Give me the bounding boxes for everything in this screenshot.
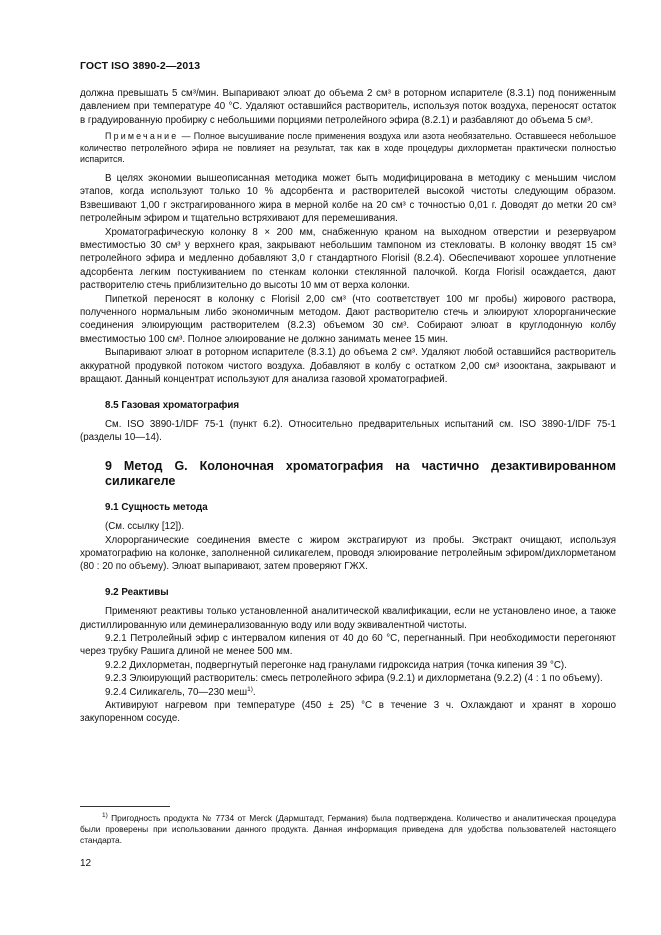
paragraph-economy-method: В целях экономии вышеописанная методика может быть модифицирована в методику с меньшим числом этапов, когда используют только 10 % адсорбента и растворителей высокой чистоты следующим образом. Взвешивают 1,00 г экстрагированного жира в мерной колбе на 20 см³ с точностью 0,01 г. Доводят до метки 20 см³ петролейным эфиром и тщательно встряхивают для перемешивания.	[80, 173, 616, 225]
standard-designation: ГОСТ ISO 3890-2—2013	[80, 60, 201, 72]
paragraph-reagents-intro: Применяют реактивы только установленной аналитической квалификации, если не установлено иное, а также дистиллированную или деминерализованную воду или воду эквивалентной чистоты.	[80, 606, 616, 631]
paragraph-principle: Хлорорганические соединения вместе с жиром экстрагируют из пробы. Экстракт очищают, используя хроматографию на колонке, заполненной силикагелем, проводя элюирование петролейным эфиром/дихлорметаном (80 : 20 по объему). Элюат выпаривают, затем проверяют ГЖХ.	[80, 534, 616, 573]
footnote-reference: 1)	[247, 685, 253, 693]
footnote	[80, 810, 616, 846]
footnote-text: Пригодность продукта № 7734 от Merck (Дармштадт, Германия) была подтверждена. Количество и аналитическая процедура были проверены при использовании данного продукта. Данная информация приведена для удобства пользователей настоящего стандарта.	[80, 812, 616, 845]
paragraph-activation: Активируют нагревом при температуре (450 ± 25) °С в течение 3 ч. Охлаждают и хранят в хорошо закупоренном сосуде.	[80, 700, 616, 725]
page-number: 12	[80, 858, 92, 869]
item-9-2-3: 9.2.3 Элюирующий растворитель: смесь петролейного эфира (9.2.1) и дихлорметана (9.2.2) (4 : 1 по объему).	[105, 673, 603, 685]
section-heading-9: 9 Метод G. Колоночная хроматография на частично дезактивированном силикагеле	[105, 458, 616, 488]
note-text: — Полное высушивание после применения воздуха или азота необязательно. Оставшееся небольшое количество петролейного эфира не повлияет на результат, так как в ходе процедуры дихлорметан практически полностью испарится.	[80, 131, 616, 165]
paragraph-continuation: должна превышать 5 см³/мин. Выпаривают элюат до объема 2 см³ в роторном испарителе (8.3.1) под пониженным давлением при температуре 40 °С. Удаляют оставшийся растворитель, используя поток воздуха, переносят остаток в градуированную пробирку с небольшими порциями петролейного эфира (8.2.1) и разбавляют до объема 5 см³.	[80, 88, 616, 126]
paragraph-column-prep: Хроматографическую колонку 8 × 200 мм, снабженную краном на выходном отверстии и резервуаром вместимостью 30 см³ у верхнего края, закрывают небольшим тампоном из стекловаты. В колонку вводят 15 см³ петролейного эфира и медленно добавляют 3,0 г стандартного Florisil (8.2.4). Обеспечивают хорошее уплотнение адсорбента легким постукиванием по стенкам колонки стеклянной палочкой. Когда Florisil осаждается, дают растворителю стечь приблизительно до высоты 10 мм от верха колонки.	[80, 226, 616, 292]
paragraph-elution: Пипеткой переносят в колонку с Florisil 2,00 см³ (что соответствует 100 мг пробы) жирового раствора, полученного нормальным либо экономичным методом. Дают растворителю стечь и элюируют хлорорганические соединения элюирующим растворителем (8.2.3) объемом 30 см³. Собирают элюат в круглодонную колбу вместимостью 100 см³. Полное элюирование не должно занимать менее 15 мин.	[80, 293, 616, 345]
section-heading-8-5: 8.5 Газовая хроматография	[105, 399, 240, 411]
item-9-2-4: 9.2.4 Силикагель, 70—230 меш$^{1)}$.	[105, 685, 256, 698]
paragraph-evaporation: Выпаривают элюат в роторном испарителе (8.3.1) до объема 2 см³. Удаляют любой оставшийся растворитель аккуратной продувкой потоком чистого воздуха. Добавляют в колбу с остатком 2,00 см³ изооктана, закрывают и вращают. Данный концентрат используют для анализа газовой хроматографией.	[80, 347, 616, 386]
section-heading-9-2: 9.2 Реактивы	[105, 586, 169, 598]
paragraph-reference: (См. ссылку [12]).	[105, 521, 185, 533]
page-body	[80, 87, 616, 726]
footnote-mark: 1)	[102, 812, 108, 819]
note-label: Примечание	[105, 131, 179, 142]
footnote-divider	[80, 806, 170, 807]
item-9-2-4-text: 9.2.4 Силикагель, 70—230 меш	[105, 686, 248, 698]
note	[80, 131, 616, 166]
paragraph-gc: См. ISO 3890-1/IDF 75-1 (пункт 6.2). Относительно предварительных испытаний см. ISO 3890-1/IDF 75-1 (разделы 10—14).	[80, 418, 616, 444]
item-9-2-1: 9.2.1 Петролейный эфир с интервалом кипения от 40 до 60 °С, перегнанный. При необходимости перегоняют через трубку Рашига длиной не менее 500 мм.	[80, 632, 616, 658]
section-heading-9-1: 9.1 Сущность метода	[105, 501, 208, 513]
item-9-2-2: 9.2.2 Дихлорметан, подвергнутый перегонке над гранулами гидроксида натрия (точка кипения 39 °С).	[105, 659, 567, 671]
